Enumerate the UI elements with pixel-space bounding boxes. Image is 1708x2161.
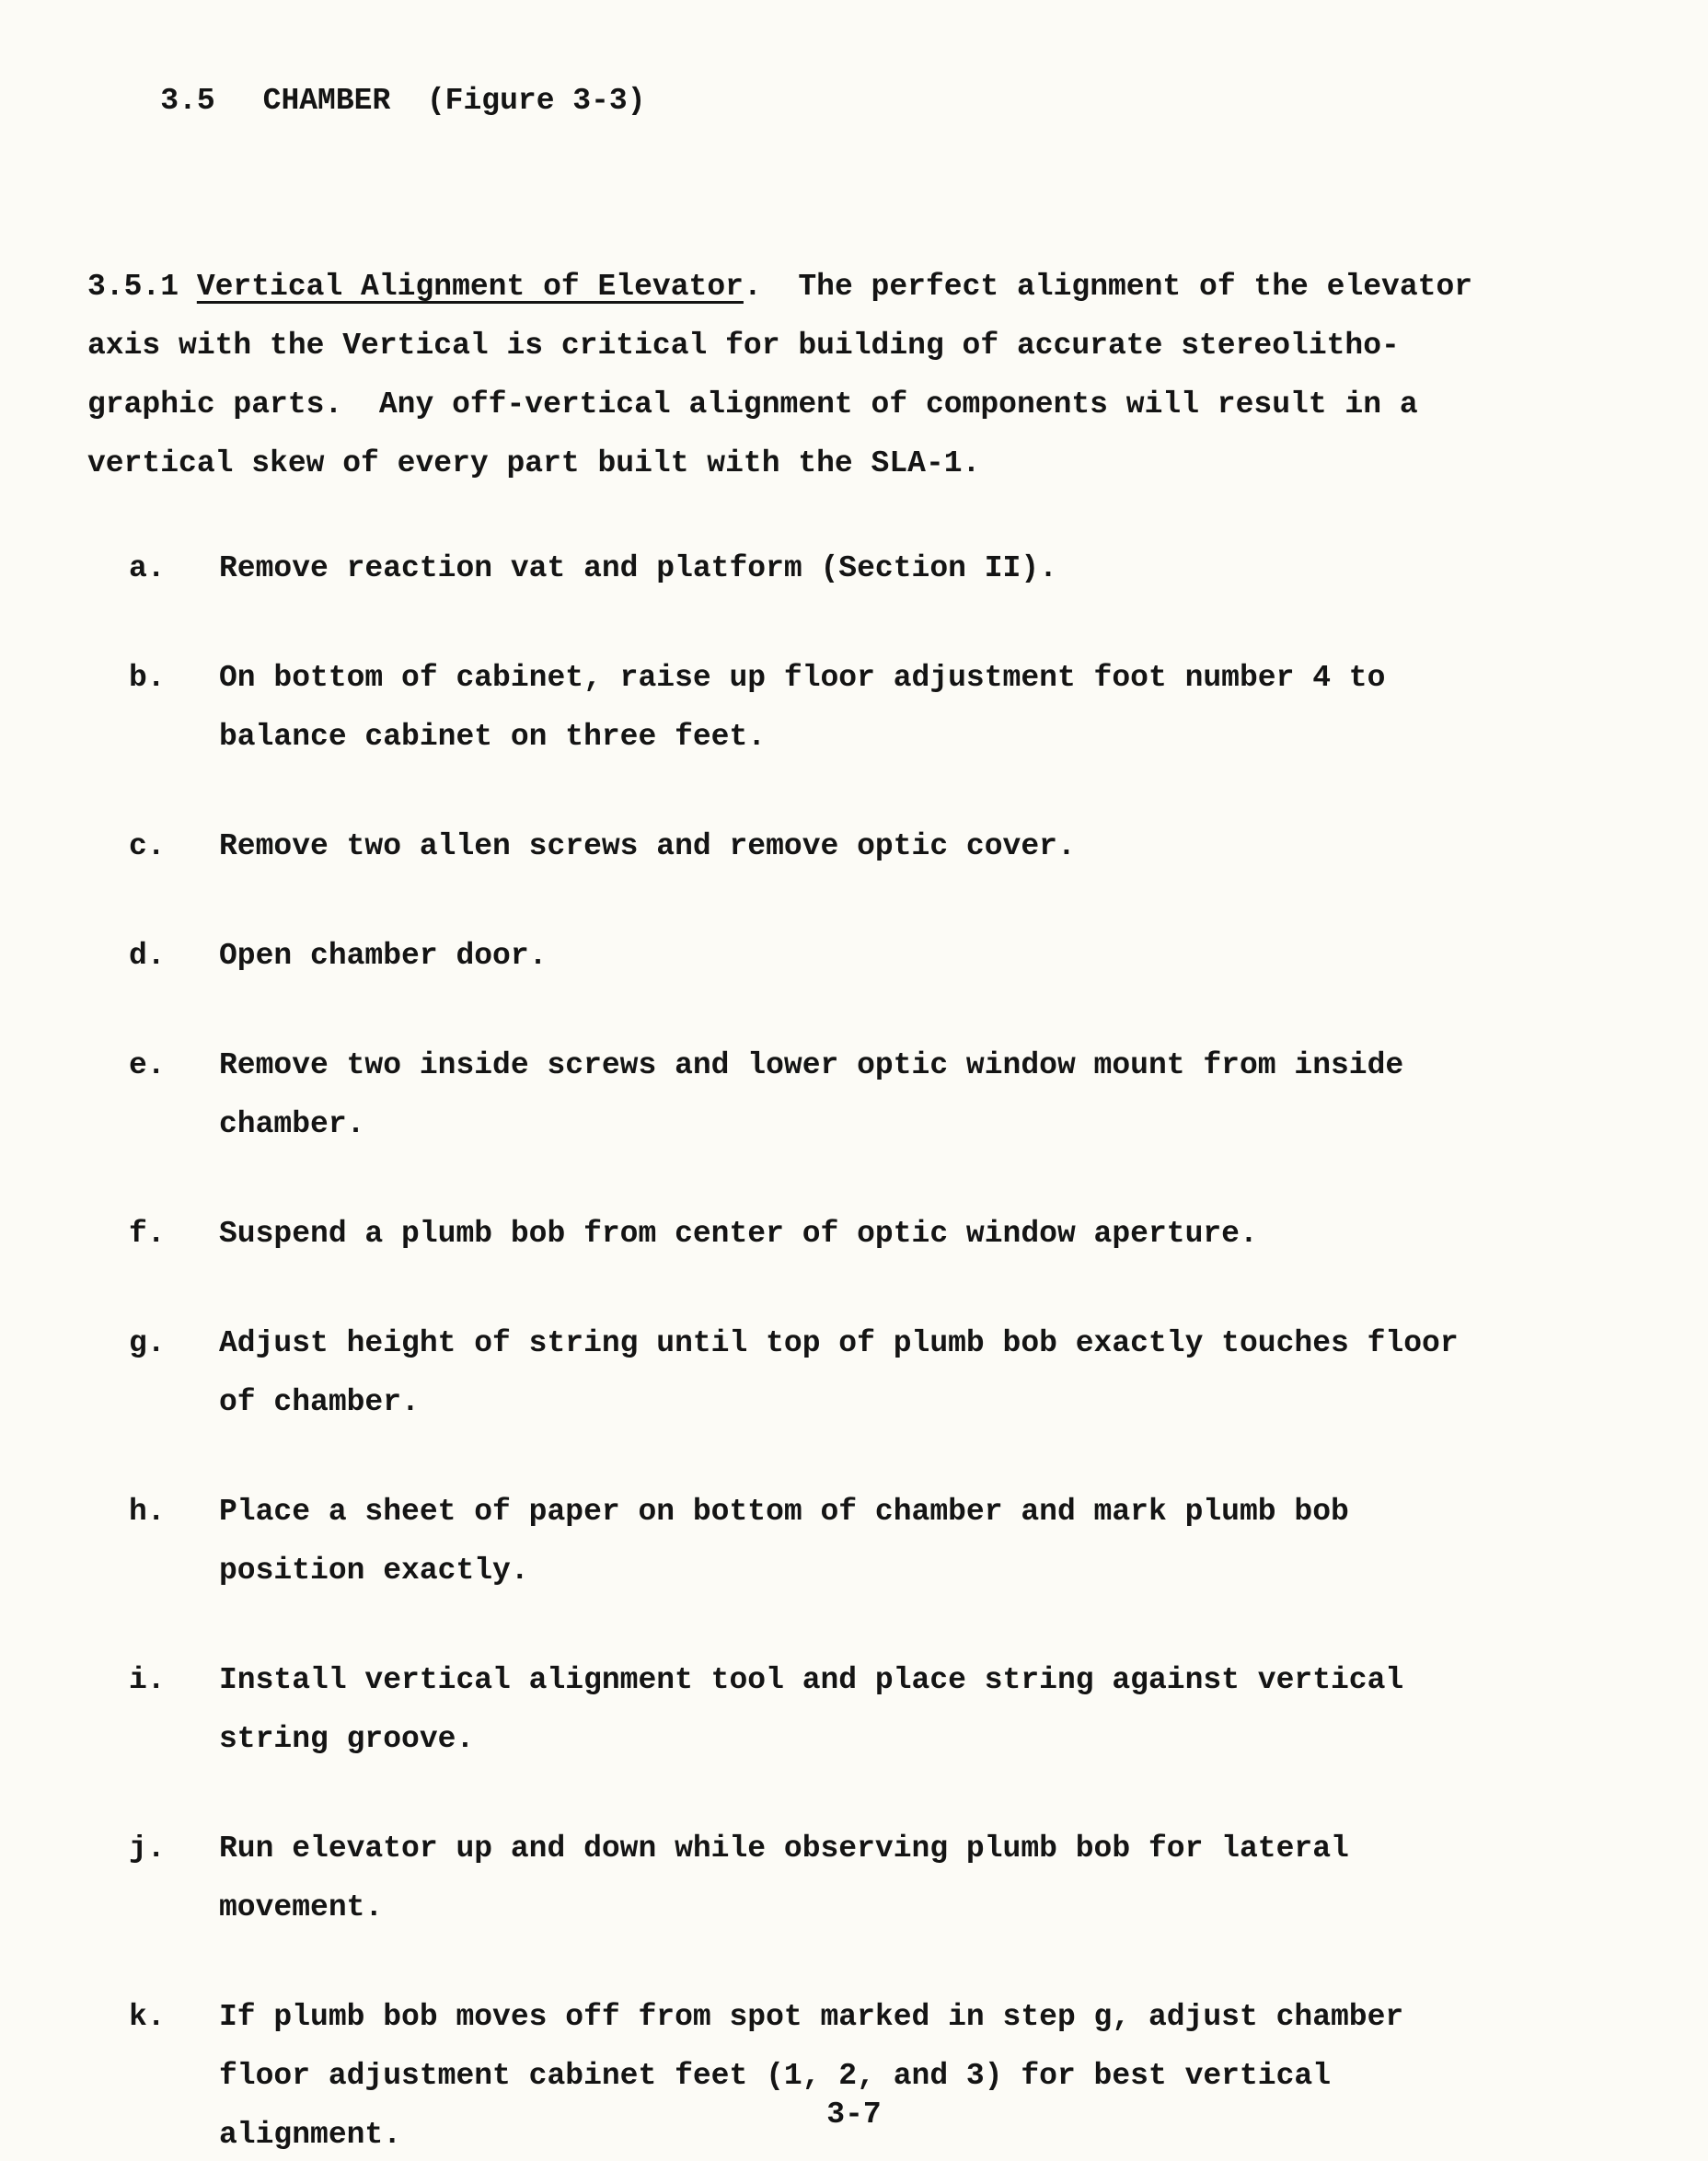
step-item-d	[129, 927, 1653, 986]
step-letter: b.	[129, 661, 166, 695]
step-line: movement.	[219, 1890, 384, 1924]
step-line: chamber.	[219, 1107, 365, 1141]
step-text	[219, 1651, 1653, 1769]
page-number: 3-7	[826, 2097, 882, 2132]
step-text	[219, 1205, 1653, 1264]
step-line: Suspend a plumb bob from center of optic window aperture.	[219, 1217, 1258, 1251]
step-letter: f.	[129, 1217, 166, 1251]
step-item-i	[129, 1651, 1653, 1769]
intro-line: vertical skew of every part built with the SLA-1.	[87, 446, 981, 480]
intro-first-line-rest: . The perfect alignment of the elevator	[743, 270, 1473, 304]
step-text	[219, 1483, 1653, 1601]
section-title: CHAMBER (Figure 3-3)	[262, 84, 646, 118]
step-item-j	[129, 1820, 1653, 1937]
step-item-h	[129, 1483, 1653, 1601]
step-line: Run elevator up and down while observing plumb bob for lateral	[219, 1832, 1349, 1866]
step-letter: h.	[129, 1495, 166, 1529]
step-letter: d.	[129, 939, 166, 973]
step-text	[219, 1820, 1653, 1937]
step-line: string groove.	[219, 1722, 475, 1756]
step-line: Place a sheet of paper on bottom of chamber and mark plumb bob	[219, 1495, 1349, 1529]
step-item-a	[129, 539, 1653, 598]
step-line: If plumb bob moves off from spot marked in step g, adjust chamber	[219, 2000, 1404, 2034]
step-line: Open chamber door.	[219, 939, 548, 973]
step-item-f	[129, 1205, 1653, 1264]
step-line: Remove reaction vat and platform (Section II).	[219, 551, 1057, 585]
procedure-steps	[129, 539, 1653, 2161]
step-line: of chamber.	[219, 1385, 420, 1419]
step-letter: k.	[129, 2000, 166, 2034]
step-text	[219, 927, 1653, 986]
step-line: Adjust height of string until top of plumb bob exactly touches floor	[219, 1326, 1459, 1360]
step-text	[219, 539, 1653, 598]
step-line: position exactly.	[219, 1554, 529, 1588]
step-line: Remove two allen screws and remove optic cover.	[219, 829, 1076, 863]
intro-line	[87, 258, 1653, 317]
step-letter: i.	[129, 1663, 166, 1697]
step-text	[219, 1314, 1653, 1432]
step-line: floor adjustment cabinet feet (1, 2, and 3) for best vertical	[219, 2059, 1331, 2093]
step-line: alignment.	[219, 2118, 402, 2152]
step-letter: e.	[129, 1048, 166, 1082]
intro-line: graphic parts. Any off-vertical alignment of components will result in a	[87, 387, 1418, 422]
intro-line: axis with the Vertical is critical for building of accurate stereolitho-	[87, 329, 1400, 363]
section-heading	[87, 13, 1653, 190]
step-text	[219, 649, 1653, 767]
step-line: Install vertical alignment tool and place string against vertical	[219, 1663, 1404, 1697]
section-number: 3.5	[160, 84, 215, 118]
step-letter: a.	[129, 551, 166, 585]
step-item-b	[129, 649, 1653, 767]
step-letter: j.	[129, 1832, 166, 1866]
step-item-g	[129, 1314, 1653, 1432]
step-line: On bottom of cabinet, raise up floor adjustment foot number 4 to	[219, 661, 1386, 695]
step-line: Remove two inside screws and lower optic window mount from inside	[219, 1048, 1404, 1082]
subsection-number: 3.5.1	[87, 270, 197, 304]
intro-paragraph	[87, 258, 1653, 493]
step-line: balance cabinet on three feet.	[219, 720, 767, 754]
step-text	[219, 817, 1653, 876]
step-item-c	[129, 817, 1653, 876]
step-text	[219, 1036, 1653, 1154]
step-letter: c.	[129, 829, 166, 863]
step-item-e	[129, 1036, 1653, 1154]
subsection-title: Vertical Alignment of Elevator	[196, 270, 744, 304]
step-letter: g.	[129, 1326, 166, 1360]
